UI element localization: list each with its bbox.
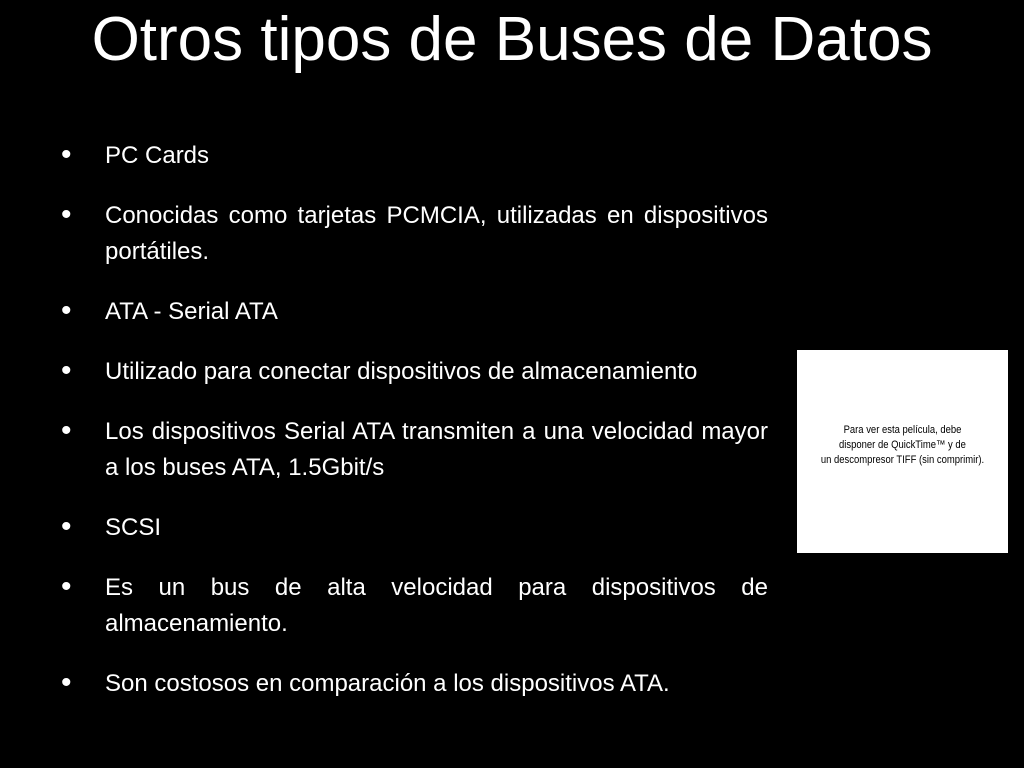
bullet-item	[56, 414, 768, 486]
bullet-text: Es un bus de alta velocidad para dispositivos de almacenamiento.	[105, 574, 768, 637]
bullet-text: SCSI	[105, 514, 162, 541]
bullet-marker: •	[61, 510, 72, 543]
placeholder-message-line: Para ver esta película, debe	[843, 424, 962, 436]
bullet-item	[56, 294, 768, 330]
bullet-text: Conocidas como tarjetas PCMCIA, utilizadas en dispositivos portátiles.	[105, 202, 768, 265]
bullet-marker: •	[61, 666, 72, 699]
bullet-item	[56, 138, 768, 174]
bullet-text: Son costosos en comparación a los dispositivos ATA.	[105, 670, 670, 697]
placeholder-message-line: un descompresor TIFF (sin comprimir).	[820, 454, 985, 466]
bullet-text: Utilizado para conectar dispositivos de almacenamiento	[105, 358, 698, 385]
bullet-marker: •	[61, 414, 72, 447]
bullet-item	[56, 510, 768, 546]
bullet-marker: •	[61, 198, 72, 231]
bullet-item	[56, 198, 768, 270]
bullet-item	[56, 666, 768, 702]
quicktime-media-placeholder	[797, 350, 1008, 553]
bullet-text: Los dispositivos Serial ATA transmiten a una velocidad mayor a los buses ATA, 1.5Gbit/s	[105, 418, 768, 481]
bullet-marker: •	[61, 570, 72, 603]
bullet-list	[56, 138, 768, 726]
bullet-item	[56, 570, 768, 642]
slide-title: Otros tipos de Buses de Datos	[91, 5, 933, 74]
bullet-text: ATA - Serial ATA	[105, 298, 278, 325]
bullet-marker: •	[61, 294, 72, 327]
bullet-text: PC Cards	[105, 142, 210, 169]
bullet-marker: •	[61, 354, 72, 387]
placeholder-message-line: disponer de QuickTime™ y de	[839, 439, 966, 451]
bullet-marker: •	[61, 138, 72, 171]
bullet-item	[56, 354, 768, 390]
